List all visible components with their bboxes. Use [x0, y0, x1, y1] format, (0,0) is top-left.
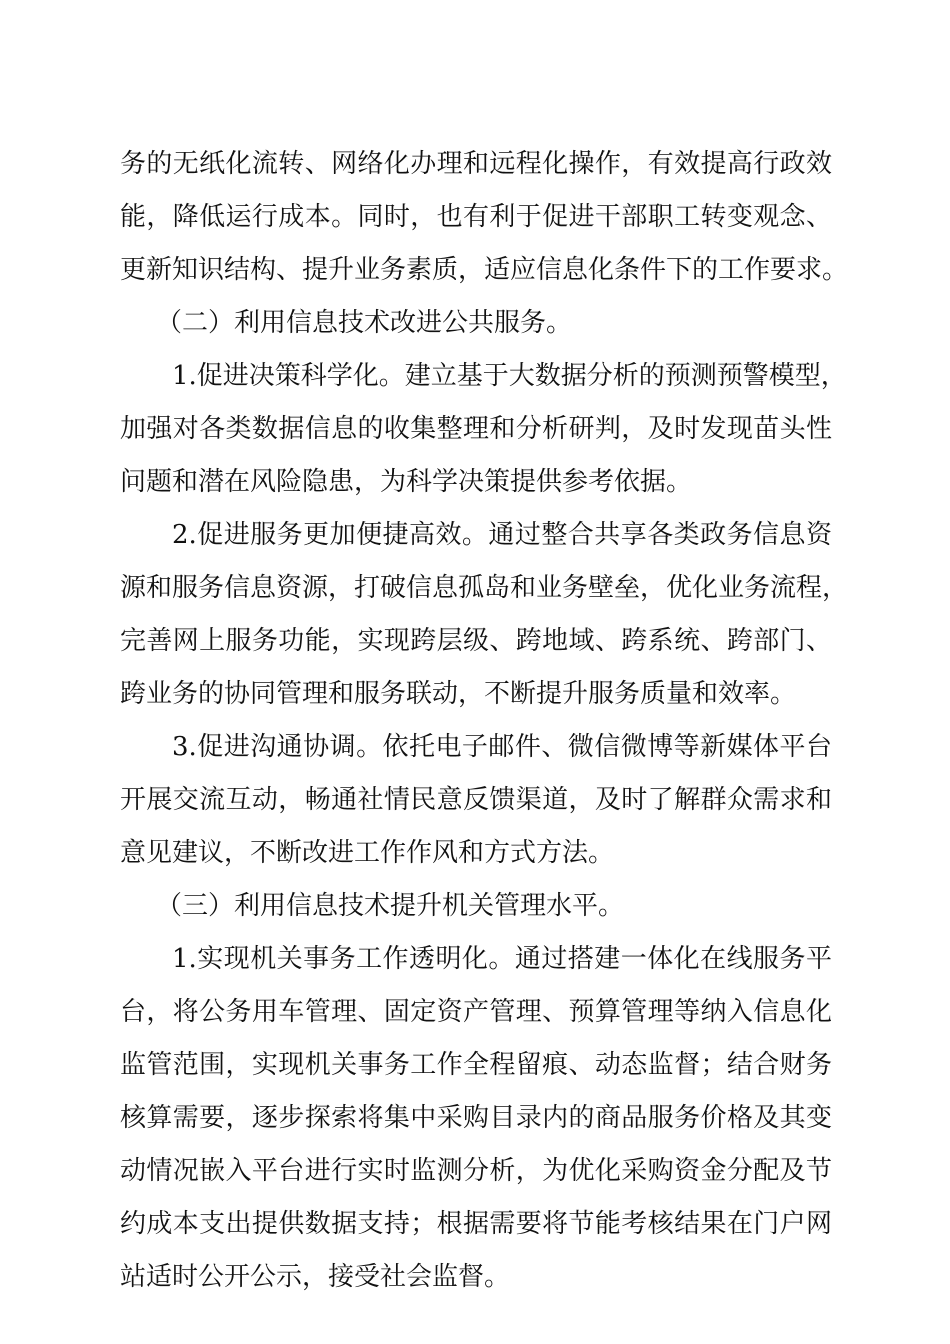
text-line: 跨业务的协同管理和服务联动，不断提升服务质量和效率。 [120, 679, 797, 709]
text-line: 站适时公开公示，接受社会监督。 [120, 1262, 511, 1292]
text-line: 能，降低运行成本。同时，也有利于促进干部职工转变观念、 [120, 202, 832, 232]
text-line: 开展交流互动，畅通社情民意反馈渠道，及时了解群众需求和 [120, 785, 832, 815]
text-line: 问题和潜在风险隐患，为科学决策提供参考依据。 [120, 467, 693, 497]
text-line: 核算需要，逐步探索将集中采购目录内的商品服务价格及其变 [120, 1103, 832, 1133]
text-line: 源和服务信息资源，打破信息孤岛和业务壁垒，优化业务流程， [120, 573, 849, 603]
text-line: 完善网上服务功能，实现跨层级、跨地域、跨系统、跨部门、 [120, 626, 832, 656]
text-line: 务的无纸化流转、网络化办理和远程化操作，有效提高行政效 [120, 149, 832, 179]
section-heading: （三）利用信息技术提升机关管理水平。 [156, 891, 625, 921]
text-line: 1.实现机关事务工作透明化。通过搭建一体化在线服务平 [172, 944, 832, 974]
text-line: 意见建议，不断改进工作作风和方式方法。 [120, 838, 615, 868]
text-line: 1.促进决策科学化。建立基于大数据分析的预测预警模型， [172, 361, 847, 391]
text-line: 更新知识结构、提升业务素质，适应信息化条件下的工作要求。 [120, 255, 849, 285]
text-line: 监管范围，实现机关事务工作全程留痕、动态监督；结合财务 [120, 1050, 832, 1080]
text-line: 3.促进沟通协调。依托电子邮件、微信微博等新媒体平台 [172, 732, 832, 762]
section-heading: （二）利用信息技术改进公共服务。 [156, 308, 573, 338]
text-line: 2.促进服务更加便捷高效。通过整合共享各类政务信息资 [172, 520, 832, 550]
text-line: 约成本支出提供数据支持；根据需要将节能考核结果在门户网 [120, 1209, 832, 1239]
text-line: 加强对各类数据信息的收集整理和分析研判，及时发现苗头性 [120, 414, 832, 444]
text-line: 台，将公务用车管理、固定资产管理、预算管理等纳入信息化 [120, 997, 832, 1027]
text-line: 动情况嵌入平台进行实时监测分析，为优化采购资金分配及节 [120, 1156, 832, 1186]
document-page [120, 138, 849, 1304]
